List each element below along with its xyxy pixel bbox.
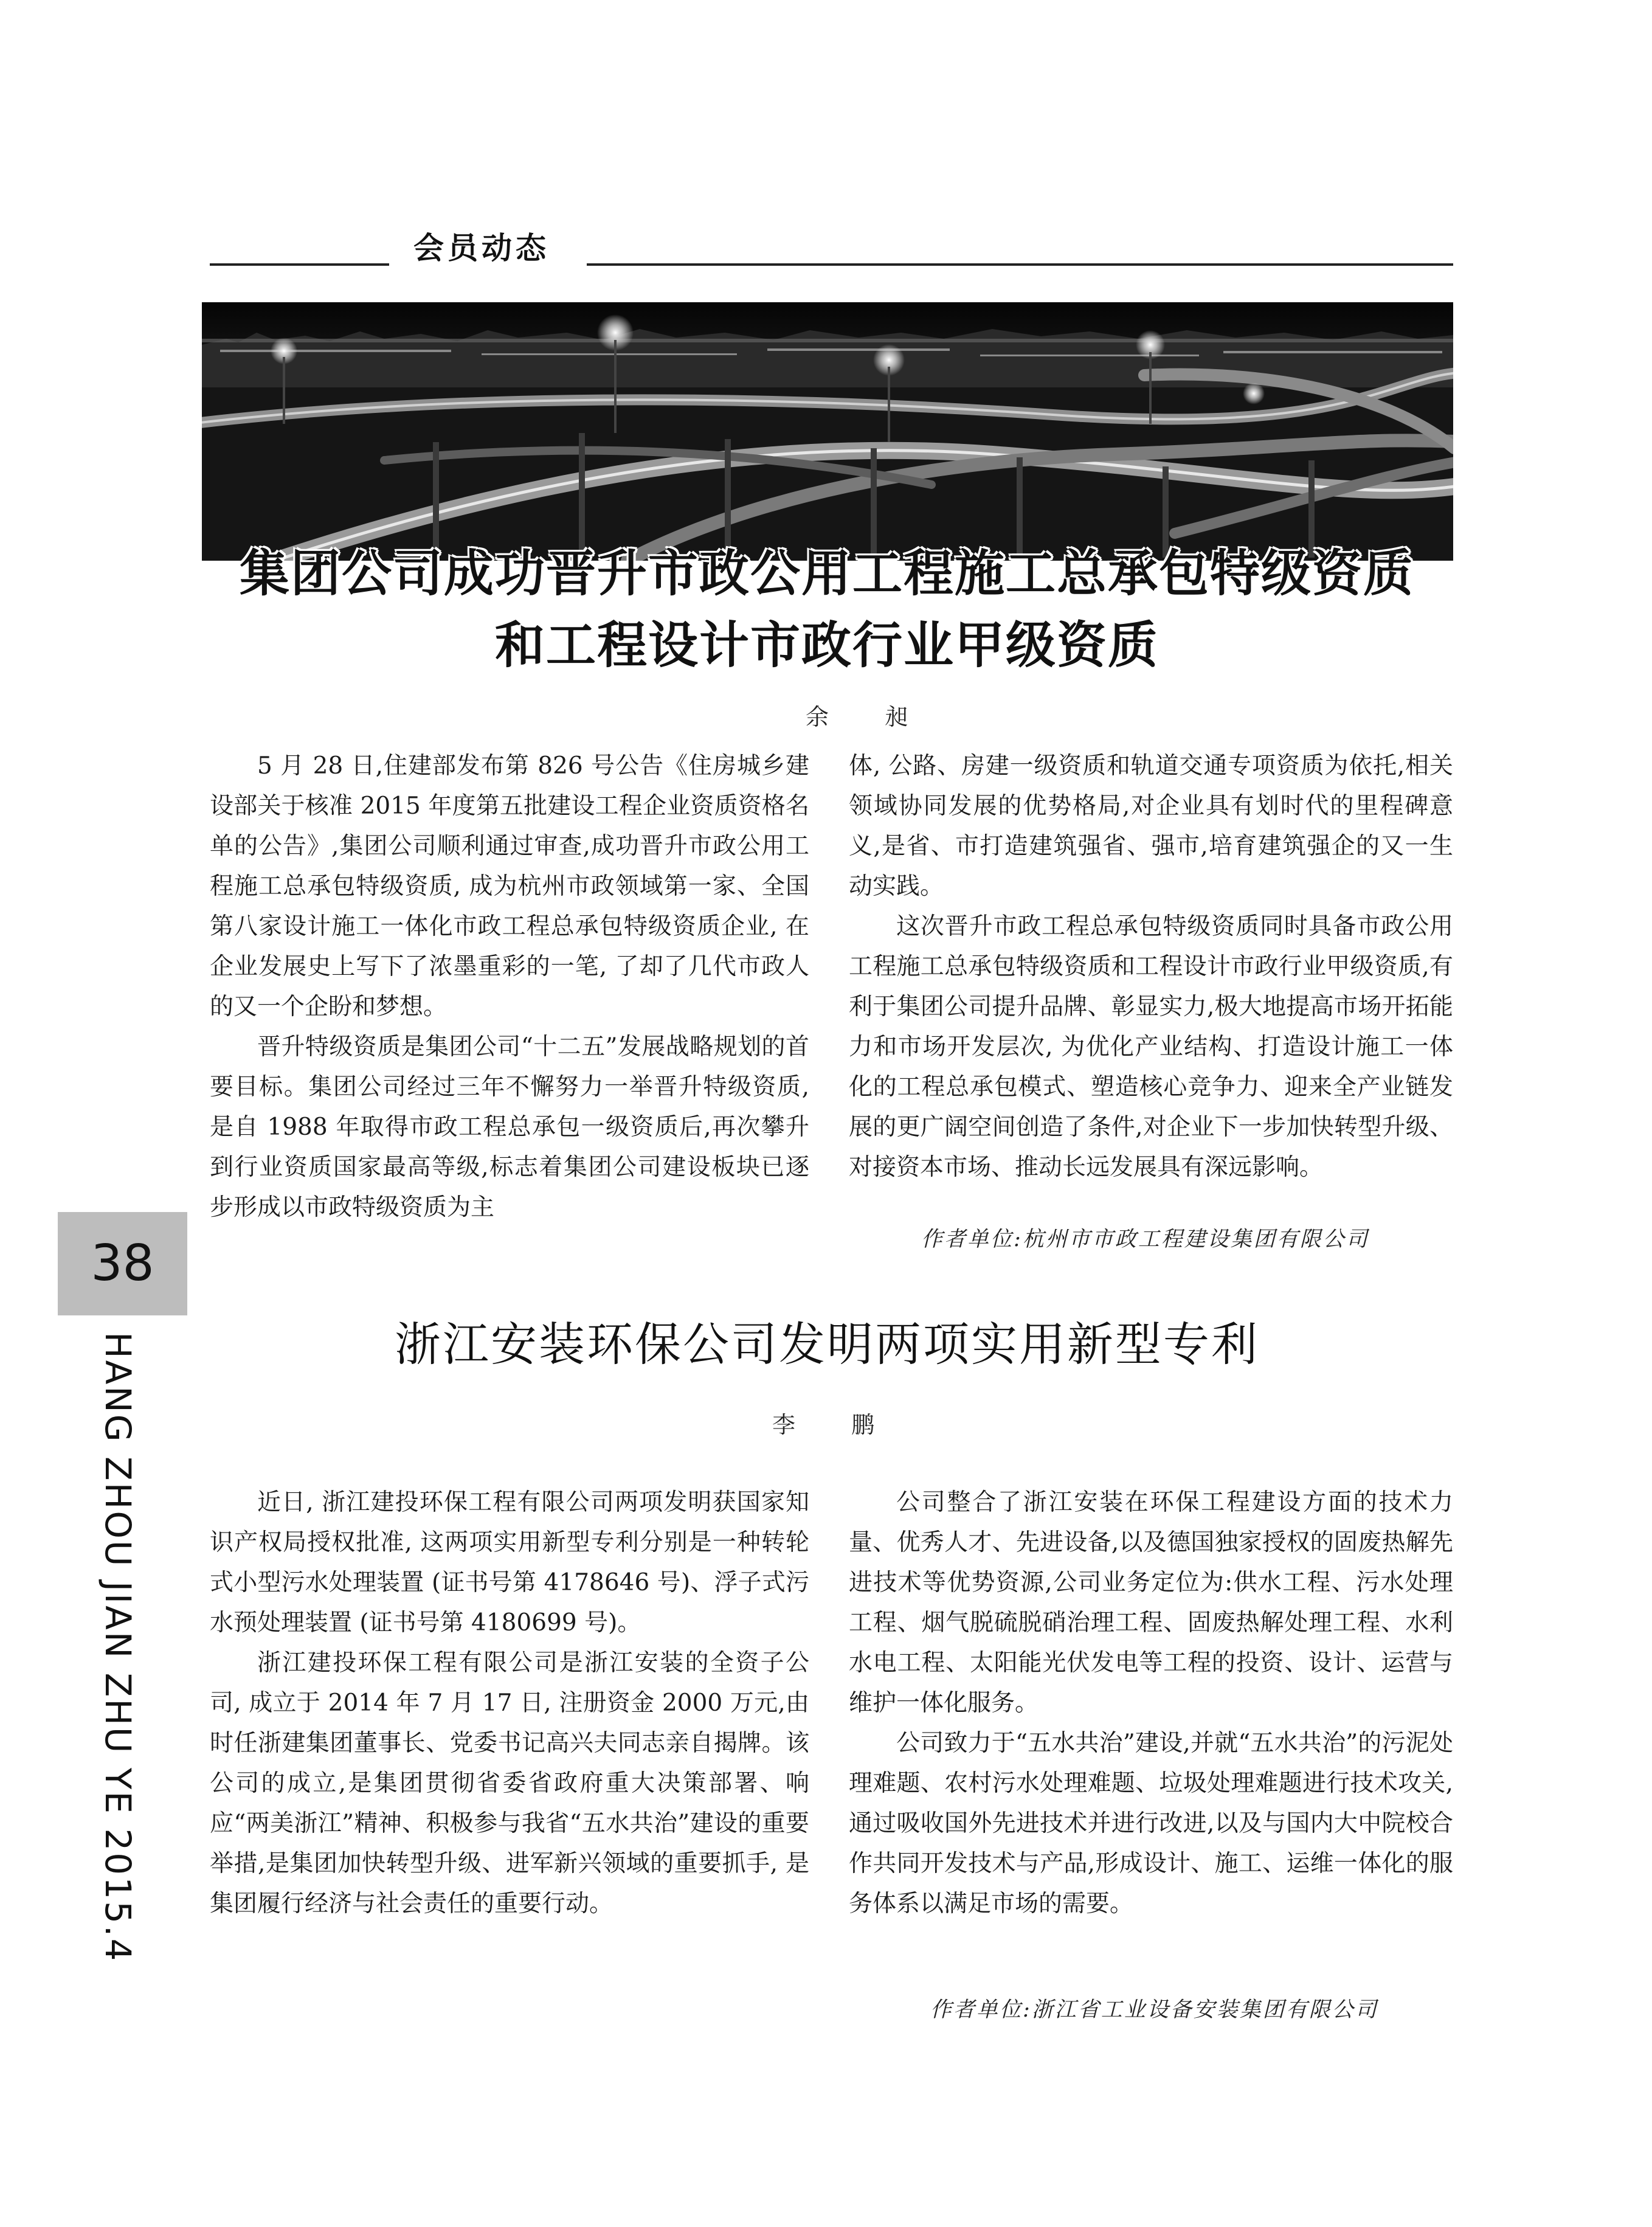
article1-left-column <box>210 746 809 1228</box>
article1-right-column <box>849 746 1453 1188</box>
article1-signature: 作者单位:杭州市市政工程建设集团有限公司 <box>921 1227 1369 1252</box>
article2-paragraph: 公司整合了浙江安装在环保工程建设方面的技术力量、优秀人才、先进设备,以及德国独家授权的固废热解先进技术等优势资源,公司业务定位为:供水工程、污水处理工程、烟气脱硫脱硝治理工程、固废热解处理工程、水利水电工程、太阳能光伏发电等工程的投资、设计、运营与维护一体化服务。 <box>849 1489 1453 1717</box>
article1-paragraph: 这次晋升市政工程总承包特级资质同时具备市政公用工程施工总承包特级资质和工程设计市政行业甲级资质,有利于集团公司提升品牌、彰显实力,极大地提高市场开拓能力和市场开发层次, 为优化产业结构、打造设计施工一体化的工程总承包模式、塑造核心竞争力、迎来全产业链发展的更广阔空间创造了条件,对企业下一步加快转型升级、对接资本市场、推动长远发展具有深远影响。 <box>849 913 1453 1181</box>
article2-paragraph: 浙江建投环保工程有限公司是浙江安装的全资子公司, 成立于 2014 年 7 月 17 日, 注册资金 2000 万元,由时任浙建集团董事长、党委书记高兴夫同志亲自揭牌。该公司的成立,是集团贯彻省委省政府重大决策部署、响应“两美浙江”精神、积极参与我省“五水共治”建设的重要举措,是集团加快转型升级、进军新兴领域的重要抓手, 是集团履行经济与社会责任的重要行动。 <box>210 1649 809 1917</box>
article1-paragraph: 5 月 28 日,住建部发布第 826 号公告《住房城乡建设部关于核准 2015 年度第五批建设工程企业资质资格名单的公告》,集团公司顺利通过审查,成功晋升市政公用工程施工总承包特级资质, 成为杭州市政领域第一家、全国第八家设计施工一体化市政工程总承包特级资质企业, 在企业发展史上写下了浓墨重彩的一笔, 了却了几代市政人的又一个企盼和梦想。 <box>210 752 809 1020</box>
article2-signature: 作者单位:浙江省工业设备安装集团有限公司 <box>930 1998 1378 2022</box>
article2-left-column <box>210 1483 809 1924</box>
section-rule-left <box>210 263 389 266</box>
article1-paragraph: 晋升特级资质是集团公司“十二五”发展战略规划的首要目标。集团公司经过三年不懈努力一举晋升特级资质,是自 1988 年取得市政工程总承包一级资质后,再次攀升到行业资质国家最高等级,标志着集团公司建设板块已逐步形成以市政特级资质为主 <box>210 1033 809 1221</box>
section-title: 会员动态 <box>413 230 550 266</box>
article1-paragraph: 体, 公路、房建一级资质和轨道交通专项资质为依托,相关领域协同发展的优势格局,对企业具有划时代的里程碑意义,是省、市打造建筑强省、强市,培育建筑强企的又一生动实践。 <box>849 752 1453 900</box>
interchange-photo <box>202 302 1453 561</box>
article1-author: 余 昶 <box>806 704 933 730</box>
section-rule-right <box>587 263 1453 266</box>
article2-paragraph: 近日, 浙江建投环保工程有限公司两项发明获国家知识产权局授权批准, 这两项实用新型专利分别是一种转轮式小型污水处理装置 (证书号第 4178646 号)、浮子式污水预处理装置 (证书号第 4180699 号)。 <box>210 1489 809 1636</box>
article1-title <box>201 538 1453 682</box>
article1-title-line1: 集团公司成功晋升市政公用工程施工总承包特级资质 <box>239 545 1414 603</box>
article2-author: 李 鹏 <box>772 1411 899 1438</box>
article2-right-column <box>849 1483 1453 1924</box>
article1-title-line2: 和工程设计市政行业甲级资质 <box>494 617 1159 674</box>
journal-vertical-label: HANG ZHOU JIAN ZHU YE 2015.4 <box>97 1332 139 1963</box>
article2-paragraph: 公司致力于“五水共治”建设,并就“五水共治”的污泥处理难题、农村污水处理难题、垃圾处理难题进行技术攻关,通过吸收国外先进技术并进行改进,以及与国内大中院校合作共同开发技术与产品,形成设计、施工、运维一体化的服务体系以满足市场的需要。 <box>849 1730 1453 1917</box>
article2-title: 浙江安装环保公司发明两项实用新型专利 <box>395 1317 1259 1371</box>
page-number-tab <box>58 1212 187 1315</box>
page-number: 38 <box>91 1235 154 1292</box>
